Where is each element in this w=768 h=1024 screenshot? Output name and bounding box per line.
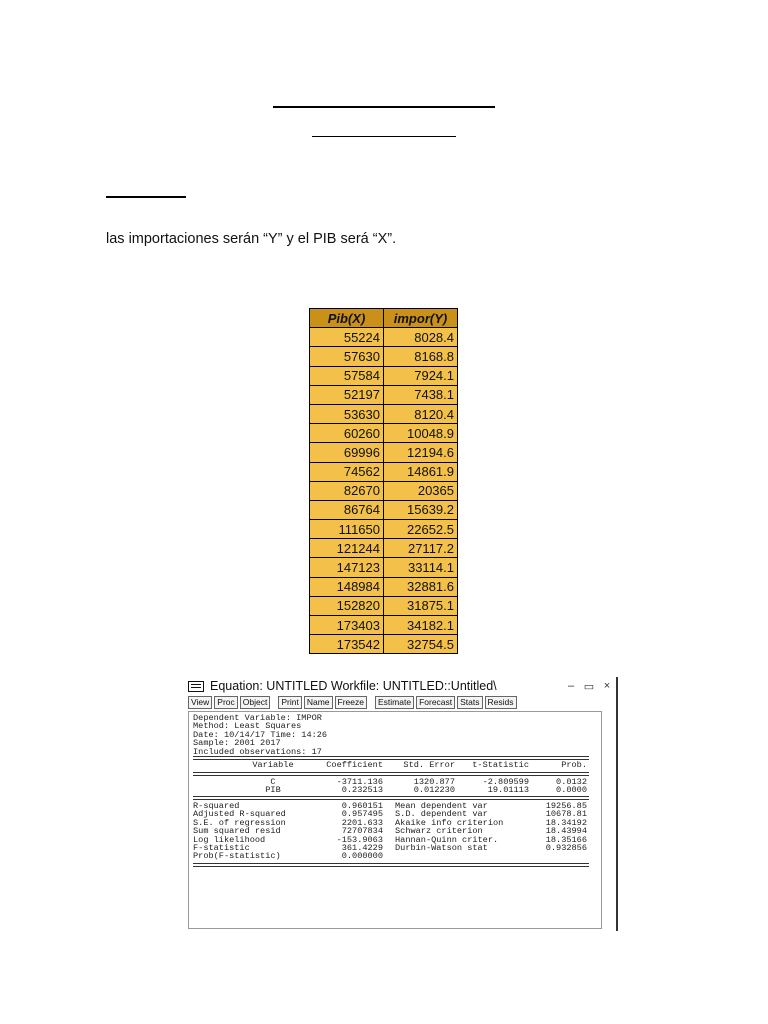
stat-label: Adjusted R-squared [193, 809, 286, 820]
table-row [310, 616, 458, 635]
stat-label: R-squared [193, 801, 240, 811]
table-header-row [310, 309, 458, 328]
window-title-bar[interactable] [182, 677, 616, 695]
impor-cell: 7438.1 [384, 385, 458, 404]
col-std-error: Std. Error [403, 760, 455, 770]
header-line: Included observations: 17 [193, 746, 322, 757]
header-line: Date: 10/14/17 Time: 14:26 [193, 729, 328, 740]
object-button[interactable]: Object [240, 696, 271, 709]
stat-label: Sum squared resid [193, 826, 281, 837]
stat-value: 18.43994 [545, 826, 587, 837]
variable-name: PIB [265, 785, 281, 795]
impor-cell: 15639.2 [384, 500, 458, 519]
table-row [310, 481, 458, 500]
freeze-button[interactable]: Freeze [335, 696, 367, 709]
stat-label: Prob(F-statistic) [193, 851, 281, 862]
table-row [310, 520, 458, 539]
stat-label: Schwarz criterion [395, 826, 483, 837]
table-row [310, 596, 458, 615]
pib-cell: 60260 [310, 424, 384, 443]
t-statistic-value: 19.01113 [487, 785, 529, 795]
pib-cell: 121244 [310, 539, 384, 558]
impor-cell: 8120.4 [384, 404, 458, 423]
close-icon[interactable]: × [603, 680, 611, 692]
table-row [310, 404, 458, 423]
stat-label: S.D. dependent var [395, 809, 488, 820]
impor-cell: 22652.5 [384, 520, 458, 539]
stat-value: 10678.81 [545, 809, 587, 820]
header-line: Dependent Variable: IMPOR [193, 713, 322, 723]
impor-cell: 31875.1 [384, 596, 458, 615]
stat-label: Mean dependent var [395, 801, 488, 811]
stat-value: -153.9063 [336, 834, 383, 845]
prob-value: 0.0000 [556, 785, 587, 795]
stat-label: S.E. of regression [193, 817, 286, 828]
column-header: Pib(X) [310, 309, 384, 328]
output-header [193, 714, 327, 756]
divider [193, 796, 589, 800]
pib-cell: 147123 [310, 558, 384, 577]
pib-cell: 57630 [310, 347, 384, 366]
table-row [310, 539, 458, 558]
t-statistic-value: -2.809599 [482, 777, 529, 787]
table-row [310, 635, 458, 654]
pib-cell: 173542 [310, 635, 384, 654]
stat-label: Akaike info criterion [395, 817, 504, 828]
impor-cell: 12194.6 [384, 443, 458, 462]
pib-cell: 173403 [310, 616, 384, 635]
variable-name: C [270, 777, 276, 787]
stat-label: Log likelihood [193, 834, 266, 845]
section-rule [106, 196, 186, 198]
pib-cell: 53630 [310, 404, 384, 423]
stat-value: 361.4229 [341, 843, 383, 853]
table-row [310, 347, 458, 366]
minimize-icon[interactable]: – [567, 680, 575, 692]
stat-label: Durbin-Watson stat [395, 843, 488, 853]
stat-label: F-statistic [193, 843, 250, 853]
pib-cell: 111650 [310, 520, 384, 539]
data-table [309, 308, 458, 654]
pib-cell: 55224 [310, 328, 384, 347]
impor-cell: 34182.1 [384, 616, 458, 635]
coef-row [193, 786, 589, 795]
col-t-statistic: t-Statistic [472, 760, 529, 770]
title-rule [273, 106, 495, 108]
stat-value: 0.000000 [341, 851, 383, 862]
table-row [310, 328, 458, 347]
subtitle-rule [312, 136, 456, 137]
impor-cell: 32754.5 [384, 635, 458, 654]
stat-value: 0.957495 [341, 809, 383, 820]
view-button[interactable]: View [188, 696, 212, 709]
print-button[interactable]: Print [278, 696, 301, 709]
impor-cell: 7924.1 [384, 366, 458, 385]
eviews-equation-window [174, 677, 620, 931]
impor-cell: 14861.9 [384, 462, 458, 481]
coef-header-row [193, 761, 589, 770]
stat-value: 18.34192 [545, 817, 587, 828]
impor-cell: 32881.6 [384, 577, 458, 596]
stat-value: 0.932856 [545, 843, 587, 853]
stat-value: 19256.85 [545, 801, 587, 811]
column-header: impor(Y) [384, 309, 458, 328]
table-row [310, 462, 458, 481]
header-line: Sample: 2001 2017 [193, 738, 281, 749]
stats-button[interactable]: Stats [457, 696, 482, 709]
divider [193, 863, 589, 867]
pib-cell: 69996 [310, 443, 384, 462]
stat-value: 72707834 [341, 826, 383, 837]
impor-cell: 20365 [384, 481, 458, 500]
window-title: Equation: UNTITLED Workfile: UNTITLED::Untitled\ [210, 679, 497, 693]
pib-cell: 57584 [310, 366, 384, 385]
header-line: Method: Least Squares [193, 721, 302, 732]
proc-button[interactable]: Proc [214, 696, 237, 709]
table-row [310, 558, 458, 577]
table-row [310, 385, 458, 404]
table-row [310, 366, 458, 385]
impor-cell: 27117.2 [384, 539, 458, 558]
pib-cell: 148984 [310, 577, 384, 596]
coefficient-value: 0.232513 [341, 785, 383, 795]
table-row [310, 424, 458, 443]
coefficient-value: -3711.136 [336, 777, 383, 787]
estimate-button[interactable]: Estimate [375, 696, 414, 709]
pib-cell: 52197 [310, 385, 384, 404]
impor-cell: 8168.8 [384, 347, 458, 366]
intro-text: las importaciones serán “Y” y el PIB será “X”. [106, 231, 397, 247]
stat-label: Hannan-Quinn criter. [395, 834, 499, 845]
maximize-icon[interactable]: ▭ [583, 680, 595, 693]
stat-row [193, 852, 589, 861]
window-body [182, 677, 618, 931]
name-button[interactable]: Name [304, 696, 333, 709]
table-row [310, 500, 458, 519]
resids-button[interactable]: Resids [485, 696, 517, 709]
stat-value: 18.35166 [545, 834, 587, 845]
stat-value: 2201.633 [341, 817, 383, 828]
col-coefficient: Coefficient [326, 760, 383, 770]
impor-cell: 10048.9 [384, 424, 458, 443]
pib-cell: 82670 [310, 481, 384, 500]
stat-value: 0.960151 [341, 801, 383, 811]
col-prob: Prob. [561, 760, 587, 770]
col-variable: Variable [252, 760, 294, 770]
toolbar [182, 695, 616, 709]
std-error-value: 0.012230 [413, 785, 455, 795]
impor-cell: 8028.4 [384, 328, 458, 347]
regression-output [188, 711, 602, 929]
impor-cell: 33114.1 [384, 558, 458, 577]
std-error-value: 1320.877 [413, 777, 455, 787]
equation-icon [188, 681, 204, 692]
pib-cell: 86764 [310, 500, 384, 519]
table-row [310, 577, 458, 596]
table-row [310, 443, 458, 462]
divider [193, 772, 589, 776]
pib-cell: 152820 [310, 596, 384, 615]
pib-cell: 74562 [310, 462, 384, 481]
prob-value: 0.0132 [556, 777, 587, 787]
forecast-button[interactable]: Forecast [416, 696, 455, 709]
